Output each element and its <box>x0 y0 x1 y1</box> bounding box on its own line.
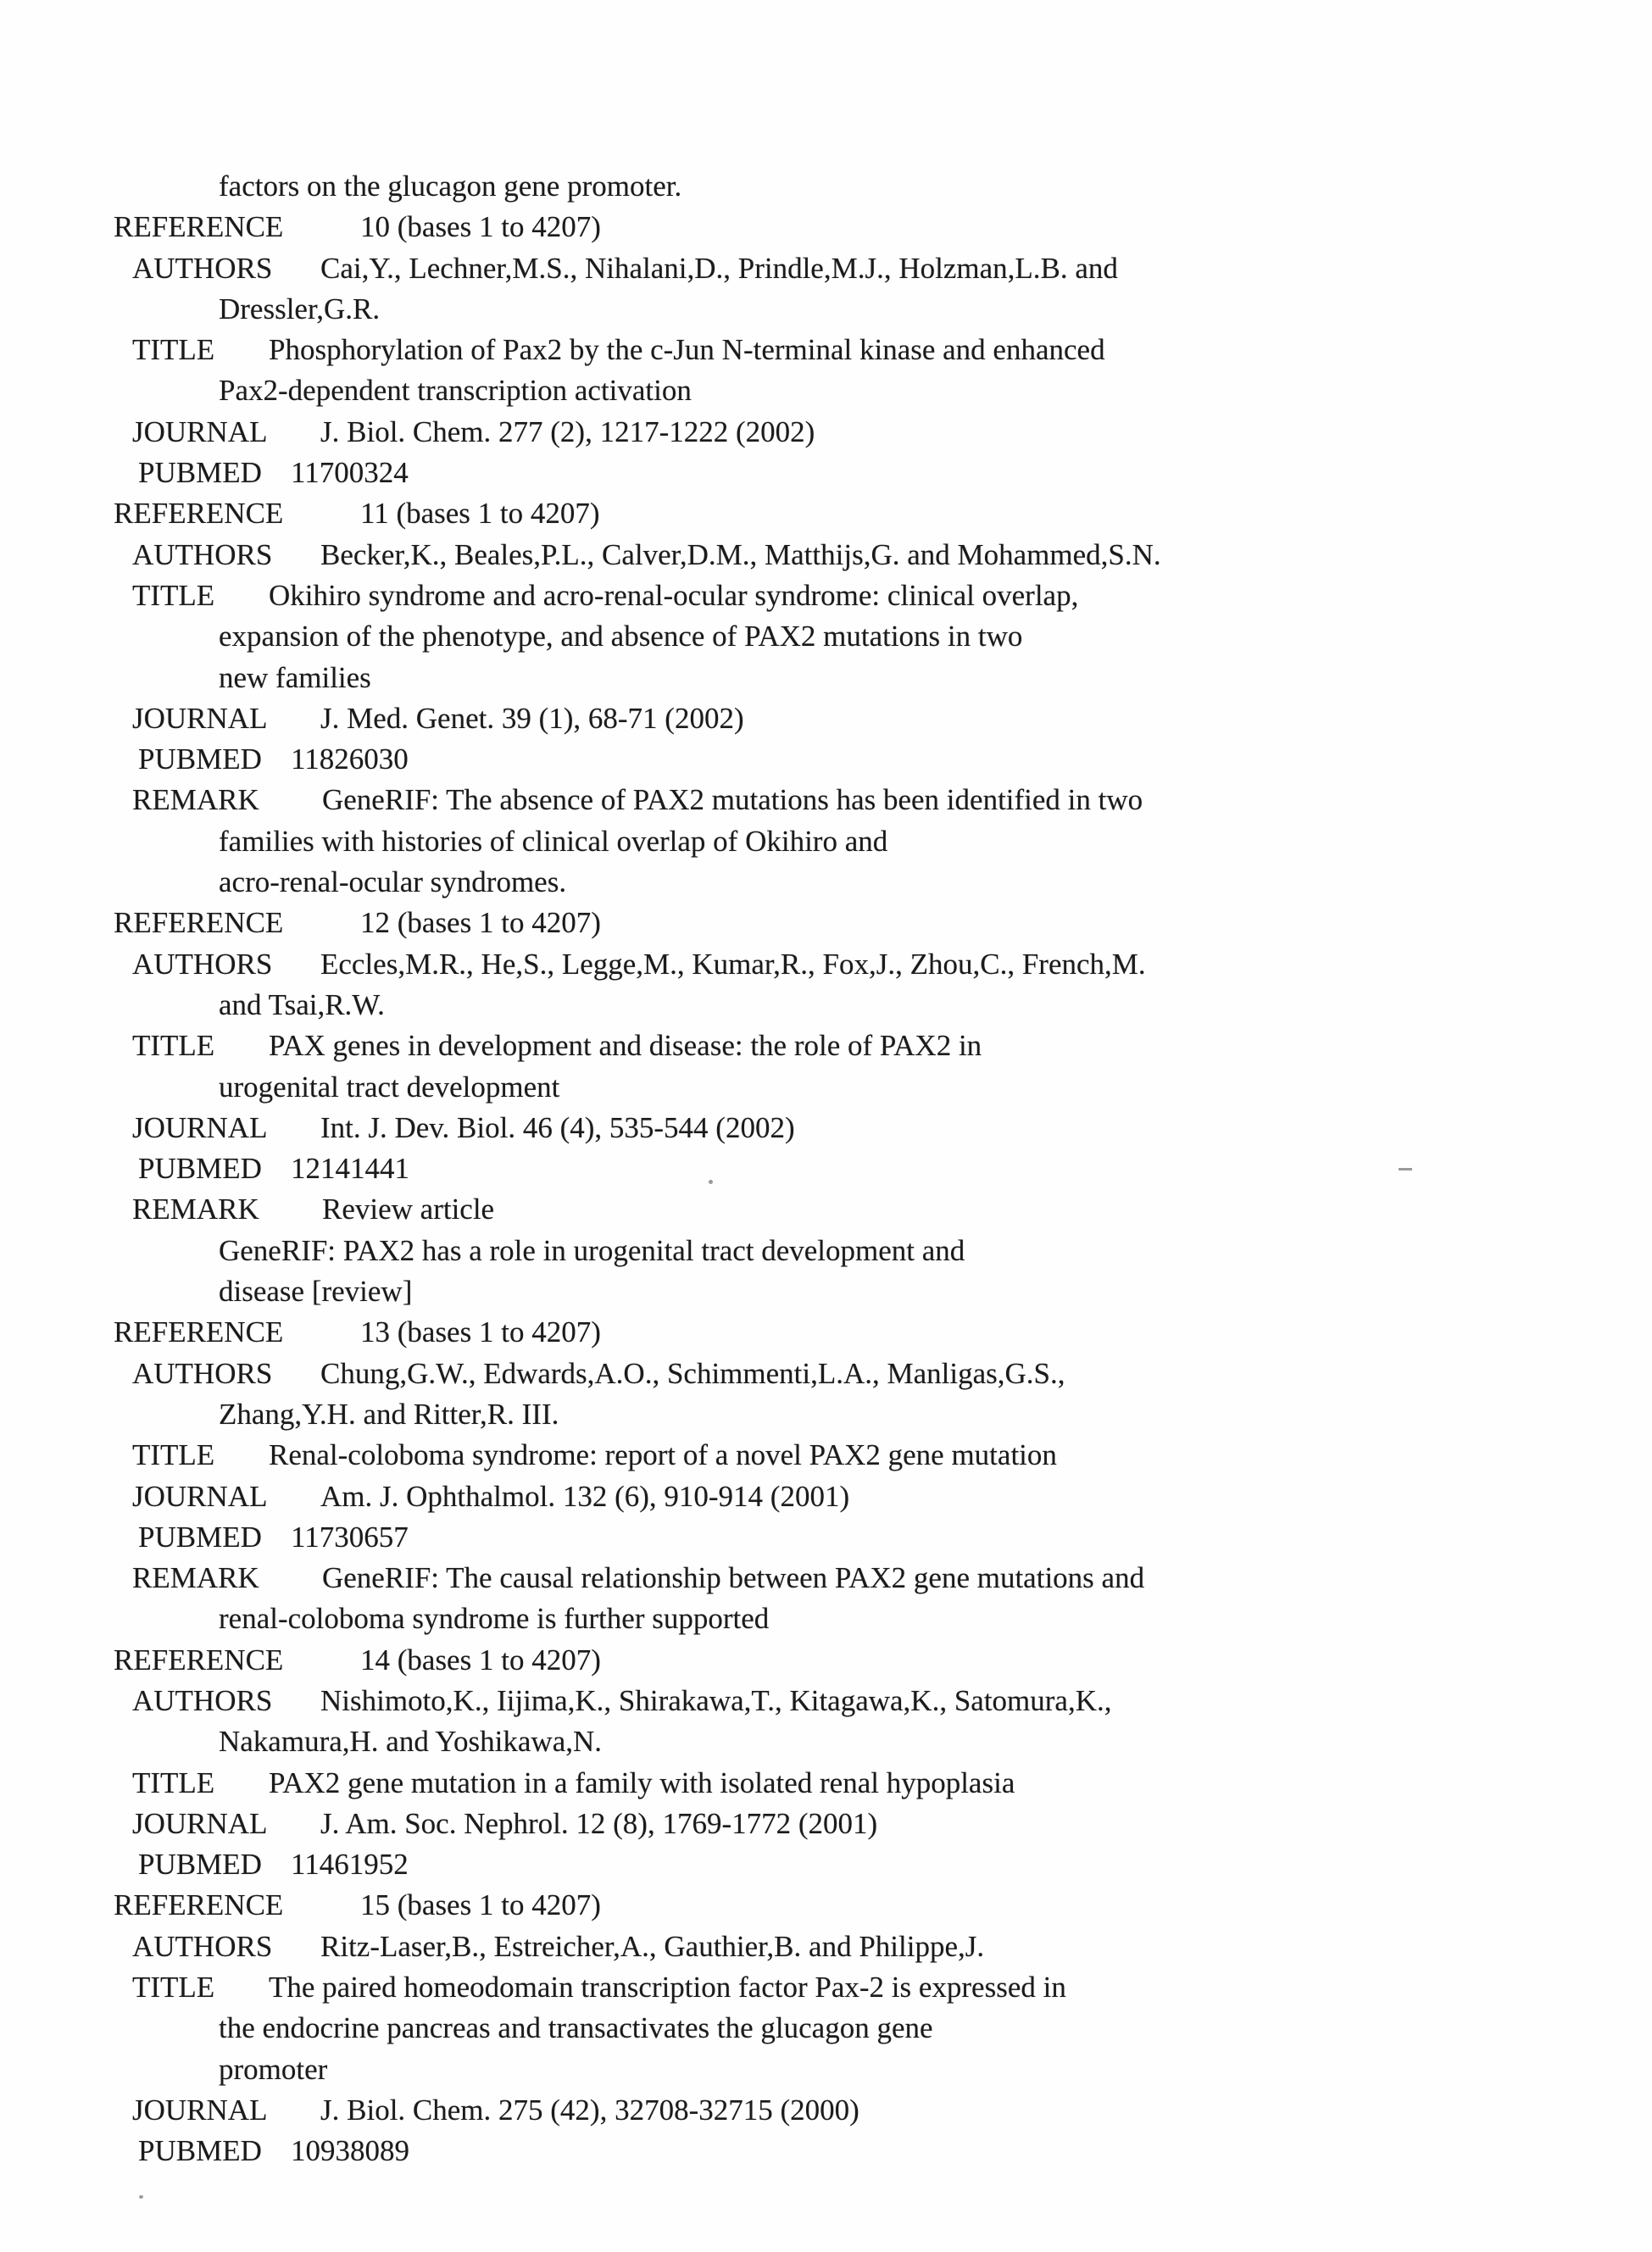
field-line-pubmed <box>0 1844 1652 1885</box>
field-label: AUTHORS <box>132 537 273 571</box>
field-line-journal <box>0 1108 1652 1148</box>
field-label: AUTHORS <box>132 251 273 285</box>
field-text: Chung,G.W., Edwards,A.O., Schimmenti,L.A., Manligas,G.S., <box>320 1356 1065 1390</box>
field-label: JOURNAL <box>132 1806 268 1840</box>
continuation-line <box>0 166 1652 207</box>
field-label: AUTHORS <box>132 1356 273 1390</box>
field-text: factors on the glucagon gene promoter. <box>219 170 682 203</box>
field-text: 14 (bases 1 to 4207) <box>360 1643 601 1676</box>
field-label: REFERENCE <box>114 1315 284 1349</box>
field-line-authors <box>0 1927 1652 1967</box>
field-text: urogenital tract development <box>219 1070 560 1104</box>
field-text: 11730657 <box>291 1520 409 1554</box>
field-line-title <box>0 1967 1652 2008</box>
field-line-reference <box>0 207 1652 247</box>
field-label: JOURNAL <box>132 1110 268 1144</box>
field-text: GeneRIF: The absence of PAX2 mutations has been identified in two <box>322 783 1143 817</box>
field-text: GeneRIF: The causal relationship between PAX2 gene mutations and <box>322 1561 1145 1595</box>
field-line-authors <box>0 944 1652 985</box>
field-text: Phosphorylation of Pax2 by the c-Jun N-terminal kinase and enhanced <box>269 333 1105 367</box>
field-line-authors <box>0 248 1652 289</box>
field-label: TITLE <box>132 1438 215 1472</box>
field-text: Cai,Y., Lechner,M.S., Nihalani,D., Prindle,M.J., Holzman,L.B. and <box>320 251 1118 285</box>
field-line-pubmed <box>0 1517 1652 1558</box>
field-label: REFERENCE <box>114 210 284 244</box>
field-text: new families <box>219 660 371 694</box>
field-label: PUBMED <box>138 1520 262 1554</box>
field-label: JOURNAL <box>132 1479 268 1513</box>
continuation-line <box>0 821 1652 862</box>
field-label: PUBMED <box>138 1152 262 1186</box>
field-line-reference <box>0 903 1652 943</box>
scan-artifact-dot <box>139 2195 143 2199</box>
field-text: acro-renal-ocular syndromes. <box>219 865 567 899</box>
field-line-title <box>0 1763 1652 1804</box>
field-text: GeneRIF: PAX2 has a role in urogenital tract development and <box>219 1233 965 1267</box>
field-text: Int. J. Dev. Biol. 46 (4), 535-544 (2002) <box>320 1110 795 1144</box>
continuation-line <box>0 1599 1652 1639</box>
field-line-remark <box>0 780 1652 820</box>
field-text: J. Am. Soc. Nephrol. 12 (8), 1769-1772 (2001) <box>320 1806 878 1840</box>
field-label: AUTHORS <box>132 1683 273 1717</box>
field-line-remark <box>0 1189 1652 1230</box>
field-label: REFERENCE <box>114 497 284 531</box>
field-text: 10938089 <box>291 2134 409 2168</box>
continuation-line <box>0 2049 1652 2090</box>
field-line-journal <box>0 2090 1652 2131</box>
field-label: TITLE <box>132 1971 215 2005</box>
field-text: families with histories of clinical overlap of Okihiro and <box>219 824 888 858</box>
field-line-remark <box>0 1558 1652 1599</box>
field-text: Eccles,M.R., He,S., Legge,M., Kumar,R., Fox,J., Zhou,C., French,M. <box>320 947 1146 981</box>
continuation-line <box>0 1231 1652 1271</box>
field-label: REFERENCE <box>114 1643 284 1676</box>
field-text: 15 (bases 1 to 4207) <box>360 1888 601 1922</box>
continuation-line <box>0 985 1652 1026</box>
field-label: AUTHORS <box>132 1929 273 1963</box>
field-line-title <box>0 330 1652 370</box>
field-text: Review article <box>322 1193 495 1226</box>
scan-artifact-dash <box>1399 1168 1412 1170</box>
continuation-line <box>0 616 1652 657</box>
field-line-reference <box>0 1640 1652 1681</box>
field-label: REFERENCE <box>114 1888 284 1922</box>
field-text: J. Biol. Chem. 277 (2), 1217-1222 (2002) <box>320 414 815 448</box>
field-text: The paired homeodomain transcription factor Pax-2 is expressed in <box>269 1971 1066 2005</box>
field-label: AUTHORS <box>132 947 273 981</box>
field-text: 11 (bases 1 to 4207) <box>360 497 600 531</box>
field-label: REMARK <box>132 1561 259 1595</box>
field-line-pubmed <box>0 739 1652 780</box>
field-label: PUBMED <box>138 2134 262 2168</box>
field-line-title <box>0 1026 1652 1066</box>
field-text: J. Med. Genet. 39 (1), 68-71 (2002) <box>320 701 744 735</box>
field-text: Nishimoto,K., Iijima,K., Shirakawa,T., Kitagawa,K., Satomura,K., <box>320 1683 1112 1717</box>
continuation-line <box>0 1394 1652 1435</box>
field-label: PUBMED <box>138 1848 262 1882</box>
field-label: REMARK <box>132 783 259 817</box>
field-text: Ritz-Laser,B., Estreicher,A., Gauthier,B. and Philippe,J. <box>320 1929 985 1963</box>
field-text: Dressler,G.R. <box>219 292 381 325</box>
field-label: TITLE <box>132 578 215 612</box>
field-line-title <box>0 576 1652 616</box>
field-text: Renal-coloboma syndrome: report of a novel PAX2 gene mutation <box>269 1438 1057 1472</box>
field-text: disease [review] <box>219 1275 413 1309</box>
field-line-title <box>0 1435 1652 1476</box>
continuation-line <box>0 862 1652 903</box>
continuation-line <box>0 1721 1652 1762</box>
field-text: Pax2-dependent transcription activation <box>219 374 692 408</box>
field-label: TITLE <box>132 1765 215 1799</box>
continuation-line <box>0 1271 1652 1312</box>
field-label: TITLE <box>132 1029 215 1063</box>
field-label: JOURNAL <box>132 2093 268 2127</box>
field-label: PUBMED <box>138 742 262 776</box>
field-text: 11826030 <box>291 742 409 776</box>
field-text: J. Biol. Chem. 275 (42), 32708-32715 (2000) <box>320 2093 859 2127</box>
field-label: REFERENCE <box>114 906 284 940</box>
field-text: 10 (bases 1 to 4207) <box>360 210 601 244</box>
continuation-line <box>0 370 1652 411</box>
field-line-journal <box>0 1476 1652 1517</box>
continuation-line <box>0 2008 1652 2049</box>
field-text: Okihiro syndrome and acro-renal-ocular syndrome: clinical overlap, <box>269 578 1079 612</box>
field-line-journal <box>0 412 1652 453</box>
field-text: the endocrine pancreas and transactivates the glucagon gene <box>219 2011 933 2045</box>
field-line-authors <box>0 1354 1652 1394</box>
field-line-pubmed <box>0 2131 1652 2171</box>
continuation-line <box>0 289 1652 330</box>
field-text: Am. J. Ophthalmol. 132 (6), 910-914 (2001) <box>320 1479 850 1513</box>
field-label: JOURNAL <box>132 414 268 448</box>
field-line-reference <box>0 1312 1652 1353</box>
field-text: PAX genes in development and disease: the role of PAX2 in <box>269 1029 982 1063</box>
field-line-reference <box>0 493 1652 534</box>
field-label: PUBMED <box>138 456 262 490</box>
field-label: TITLE <box>132 333 215 367</box>
field-line-journal <box>0 1804 1652 1844</box>
field-text: and Tsai,R.W. <box>219 987 385 1021</box>
field-line-pubmed <box>0 453 1652 493</box>
scan-artifact-dot <box>709 1180 713 1184</box>
field-text: PAX2 gene mutation in a family with isolated renal hypoplasia <box>269 1765 1015 1799</box>
field-text: Becker,K., Beales,P.L., Calver,D.M., Matthijs,G. and Mohammed,S.N. <box>320 537 1161 571</box>
field-line-authors <box>0 535 1652 576</box>
field-text: Zhang,Y.H. and Ritter,R. III. <box>219 1397 559 1431</box>
field-text: 13 (bases 1 to 4207) <box>360 1315 601 1349</box>
field-text: renal-coloboma syndrome is further supported <box>219 1602 770 1636</box>
field-text: 11461952 <box>291 1848 409 1882</box>
continuation-line <box>0 658 1652 698</box>
field-line-reference <box>0 1885 1652 1926</box>
field-line-authors <box>0 1681 1652 1721</box>
field-text: promoter <box>219 2052 328 2086</box>
field-text: 12 (bases 1 to 4207) <box>360 906 601 940</box>
field-label: REMARK <box>132 1193 259 1226</box>
continuation-line <box>0 1067 1652 1108</box>
field-text: Nakamura,H. and Yoshikawa,N. <box>219 1725 603 1759</box>
field-line-journal <box>0 698 1652 739</box>
field-text: 11700324 <box>291 456 409 490</box>
field-label: JOURNAL <box>132 701 268 735</box>
field-text: 12141441 <box>291 1152 409 1186</box>
field-text: expansion of the phenotype, and absence of PAX2 mutations in two <box>219 620 1023 653</box>
